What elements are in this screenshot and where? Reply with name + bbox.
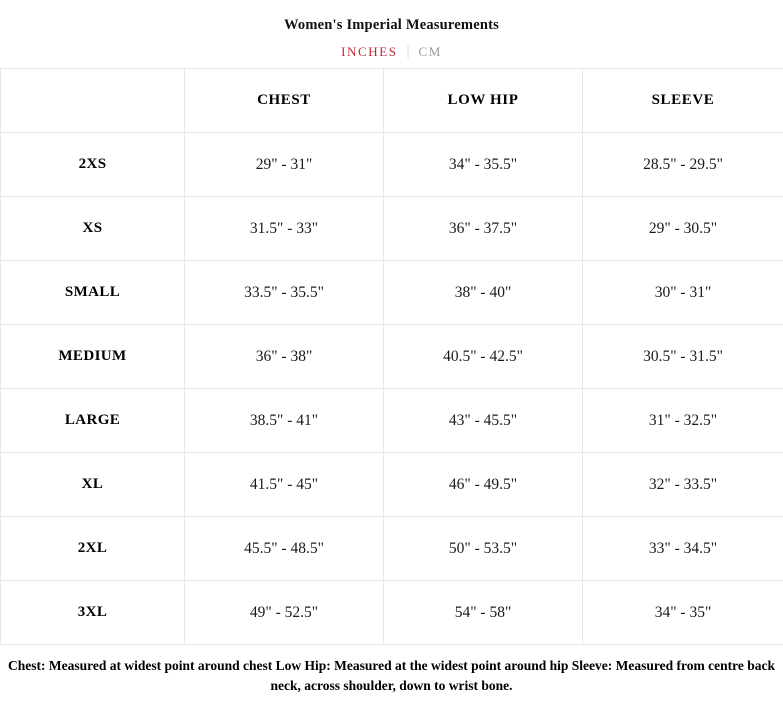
size-label: XS [1,197,185,261]
chest-value: 36" - 38" [185,325,384,389]
unit-toggle-separator: | [406,44,410,59]
sleeve-value: 31" - 32.5" [583,389,783,453]
size-label: MEDIUM [1,325,185,389]
header-sleeve: SLEEVE [583,69,783,133]
size-label: LARGE [1,389,185,453]
size-chart-table [0,68,783,645]
header-empty-cell [1,69,185,133]
table-row [1,581,783,645]
table-row [1,197,783,261]
low-hip-value: 36" - 37.5" [384,197,583,261]
sleeve-value: 28.5" - 29.5" [583,133,783,197]
table-row [1,261,783,325]
low-hip-value: 46" - 49.5" [384,453,583,517]
page-title: Women's Imperial Measurements [284,17,499,33]
sleeve-value: 33" - 34.5" [583,517,783,581]
low-hip-value: 54" - 58" [384,581,583,645]
sleeve-value: 32" - 33.5" [583,453,783,517]
chest-value: 33.5" - 35.5" [185,261,384,325]
sleeve-value: 29" - 30.5" [583,197,783,261]
size-label: 2XS [1,133,185,197]
table-row [1,325,783,389]
unit-inches-button[interactable]: INCHES [341,44,398,59]
table-header-row [1,69,783,133]
size-chart-header [0,0,783,59]
size-label: 3XL [1,581,185,645]
chest-value: 41.5" - 45" [185,453,384,517]
low-hip-value: 50" - 53.5" [384,517,583,581]
sleeve-value: 34" - 35" [583,581,783,645]
low-hip-value: 43" - 45.5" [384,389,583,453]
chest-value: 29" - 31" [185,133,384,197]
sleeve-value: 30.5" - 31.5" [583,325,783,389]
size-label: 2XL [1,517,185,581]
sleeve-value: 30" - 31" [583,261,783,325]
size-label: XL [1,453,185,517]
low-hip-value: 38" - 40" [384,261,583,325]
low-hip-value: 34" - 35.5" [384,133,583,197]
chest-value: 31.5" - 33" [185,197,384,261]
low-hip-value: 40.5" - 42.5" [384,325,583,389]
header-chest: CHEST [185,69,384,133]
chest-value: 49" - 52.5" [185,581,384,645]
chest-value: 45.5" - 48.5" [185,517,384,581]
table-row [1,453,783,517]
table-row [1,517,783,581]
measurement-footnote: Chest: Measured at widest point around chest Low Hip: Measured at the widest point around hip Sleeve: Measured from centre back neck, across shoulder, down to wrist bone. [7,658,775,693]
size-label: SMALL [1,261,185,325]
unit-cm-button[interactable]: CM [418,44,442,59]
chest-value: 38.5" - 41" [185,389,384,453]
table-row [1,389,783,453]
header-low-hip: LOW HIP [384,69,583,133]
unit-toggle [0,44,783,59]
table-row [1,133,783,197]
